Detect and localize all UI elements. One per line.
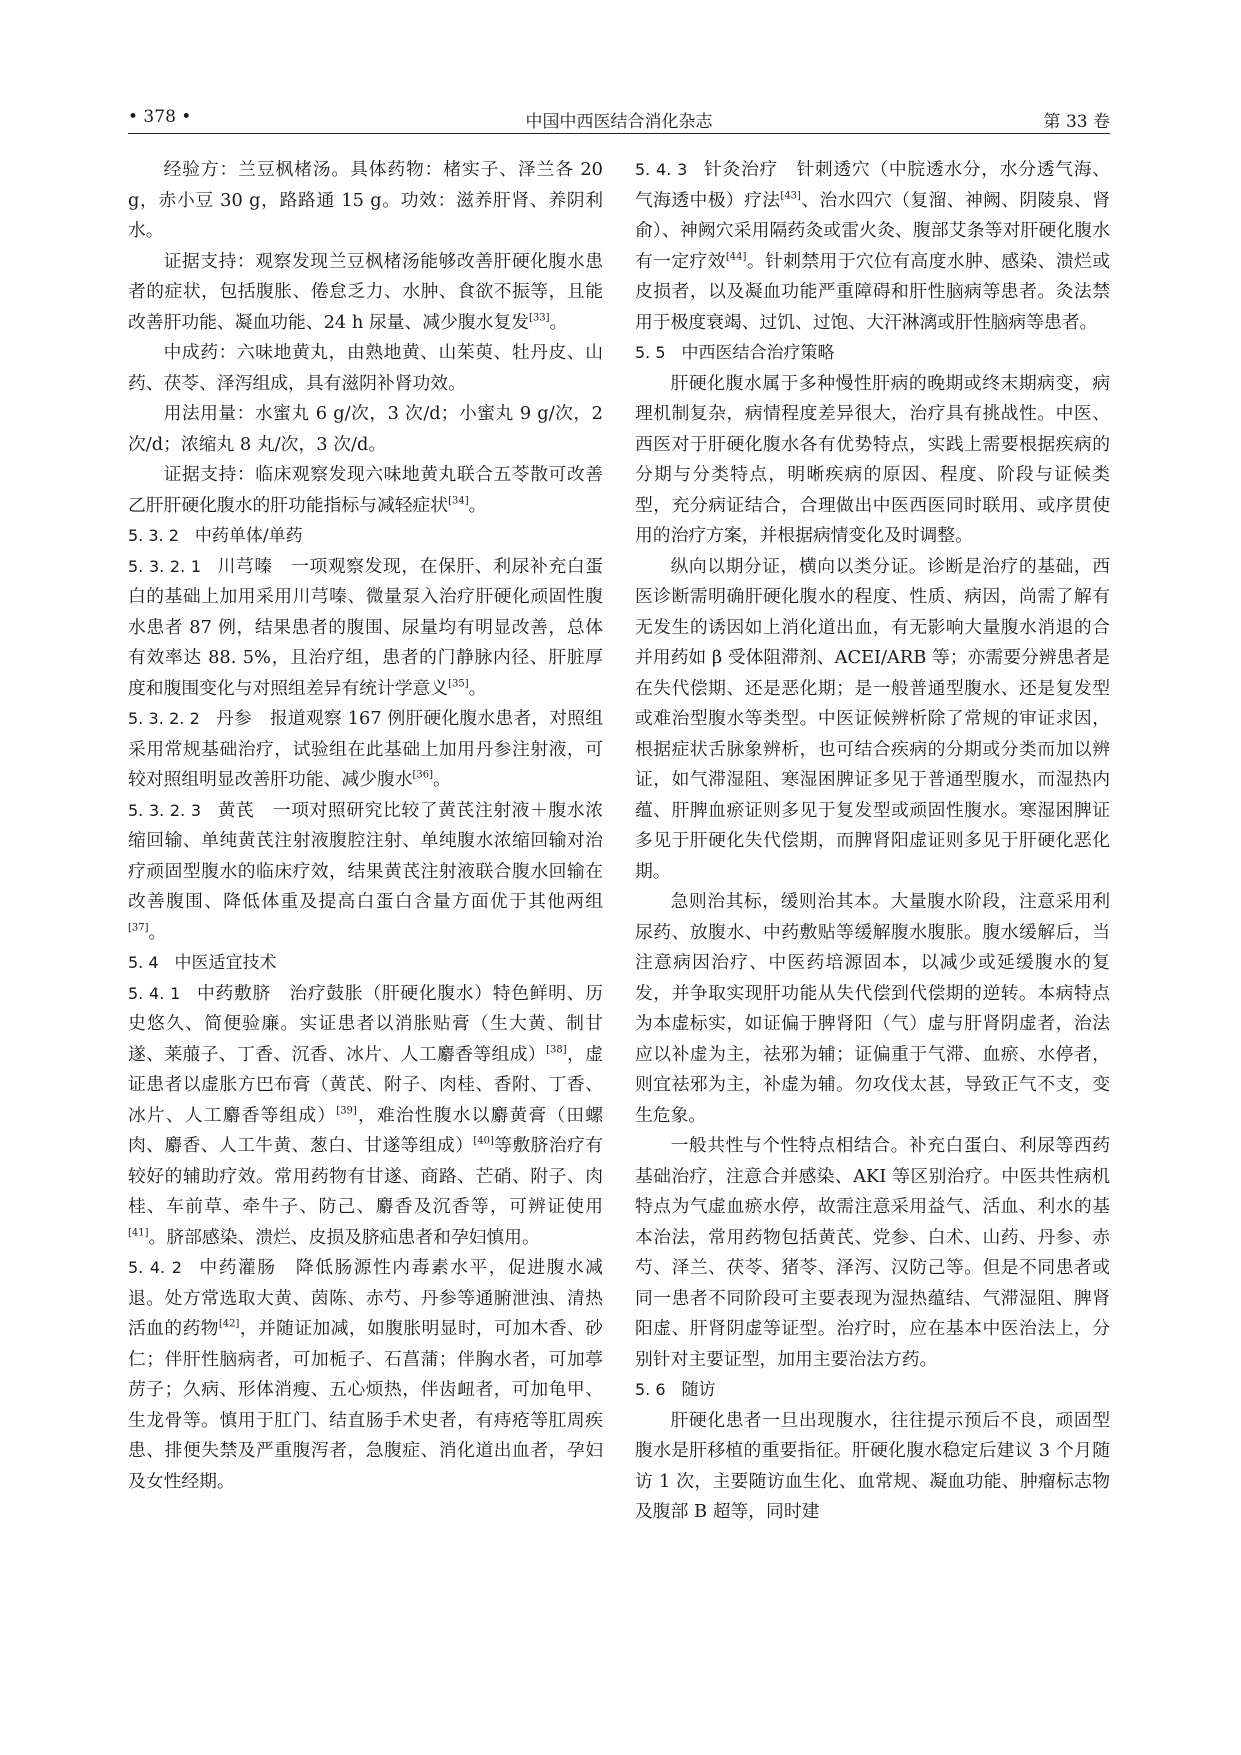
journal-title: 中国中西医结合消化杂志	[525, 112, 713, 132]
body-text: 肝硬化腹水属于多种慢性肝病的晚期或终末期病变，病理机制复杂，病情程度差异很大，治疗具有挑战性。中医、西医对于肝硬化腹水各有优势特点，实践上需要根据疾病的分期与分类特点，明晰疾病的原因、程度、阶段与证候类型，充分病证结合，合理做出中医西医同时联用、或序贯使用的治疗方案，并根据病情变化及时调整。	[635, 372, 1110, 546]
body-text: 。	[468, 677, 487, 699]
section-title: 随访	[681, 1380, 716, 1400]
section-title: 中药灌肠	[197, 1257, 295, 1278]
volume-label: 第 33 卷	[1043, 112, 1110, 132]
body-text: 纵向以期分证，横向以类分证。诊断是治疗的基础，西医诊断需明确肝硬化腹水的程度、性质、病因，尚需了解有无发生的诱因如上消化道出血，有无影响大量腹水消退的合并用药如 β 受体阻滞剂、ACEI/ARB 等；亦需要分辨患者是在失代偿期、还是恶化期；是一般普通型腹水、还是复发型或难治型腹水等类型。中医证候辨析除了常规的审证求因，根据症状舌脉象辨析，也可结合疾病的分期或分类而加以辨证，如气滞湿阻、寒湿困脾证多见于普通型腹水，而湿热内蕴、肝脾血瘀证则多见于复发型或顽固性腹水。寒湿困脾证多见于肝硬化失代偿期，而脾肾阳虚证则多见于肝硬化恶化期。	[635, 555, 1110, 882]
running-header	[128, 107, 1110, 133]
body-text: 。	[549, 311, 568, 333]
section-number: 5. 5	[635, 343, 682, 362]
body-text: 治疗鼓胀（肝硬化腹水）特色鲜明、历史悠久、简便验廉。实证患者以消胀贴膏（生大黄、制甘遂、莱菔子、丁香、沉香、冰片、人工麝香等组成）	[128, 982, 603, 1065]
section-title: 针灸治疗	[703, 159, 796, 180]
citation-ref: [38]	[546, 1044, 567, 1055]
left-column	[128, 155, 603, 1497]
body-text: 。	[468, 494, 487, 516]
citation-ref: [43]	[780, 190, 801, 201]
paragraph	[635, 155, 1110, 338]
section-title: 中西医结合治疗策略	[681, 343, 835, 363]
section-heading	[128, 521, 603, 552]
body-text: 中成药：六味地黄丸，由熟地黄、山茱萸、牡丹皮、山药、茯苓、泽泻组成，具有滋阴补肾功效。	[128, 342, 603, 394]
body-text: 经验方：兰豆枫楮汤。具体药物：楮实子、泽兰各 20 g，赤小豆 30 g，路路通 15 g。功效：滋养肝肾、养阴利水。	[128, 159, 603, 241]
body-text: 。脐部感染、溃烂、皮损及脐疝患者和孕妇慎用。	[148, 1226, 540, 1248]
paragraph	[635, 1406, 1110, 1528]
paragraph	[635, 1131, 1110, 1375]
section-title: 川芎嗪	[217, 555, 291, 577]
body-text: 证据支持：观察发现兰豆枫楮汤能够改善肝硬化腹水患者的症状，包括腹胀、倦怠乏力、水肿、食欲不振等，且能改善肝功能、凝血功能、24 h 尿量、减少腹水复发	[128, 250, 603, 333]
body-text: 等敷脐治疗有较好的辅助疗效。常用药物有甘遂、商路、芒硝、附子、肉桂、车前草、牵牛子、防己、麝香及沉香等，可辨证使用	[128, 1135, 603, 1217]
paragraph	[635, 887, 1110, 1131]
paragraph	[128, 247, 603, 339]
body-text: 针刺透穴（中脘透水分，水分透气海、气海透中极）疗法	[635, 159, 1110, 211]
paragraph	[635, 552, 1110, 888]
section-number: 5. 3. 2	[128, 526, 195, 545]
body-text: 一项对照研究比较了黄芪注射液＋腹水浓缩回输、单纯黄芪注射液腹腔注射、单纯腹水浓缩回输对治疗顽固型腹水的临床疗效，结果黄芪注射液联合腹水回输在改善腹围、降低体重及提高白蛋白含量方面优于其他两组	[128, 799, 603, 912]
body-text: ，虚证患者以虚胀方巴布膏（黄芪、附子、肉桂、香附、丁香、冰片、人工麝香等组成）	[128, 1043, 603, 1126]
header-rule	[128, 133, 1110, 134]
section-title: 中药单体/单药	[194, 526, 303, 546]
paragraph	[128, 399, 603, 460]
citation-ref: [37]	[128, 922, 149, 933]
body-text: 。针刺禁用于穴位有高度水肿、感染、溃烂或皮损者，以及凝血功能严重障碍和肝性脑病等患者。灸法禁用于极度衰竭、过饥、过饱、大汗淋漓或肝性脑病等患者。	[635, 250, 1110, 333]
body-text: 。	[433, 769, 451, 790]
citation-ref: [36]	[412, 769, 434, 781]
body-text: 肝硬化患者一旦出现腹水，往往提示预后不良，顽固型腹水是肝移植的重要指征。肝硬化腹水稳定后建议 3 个月随访 1 次，主要随访血生化、血常规、凝血功能、肿瘤标志物及腹部 B 超等，同时建	[635, 1409, 1110, 1522]
body-text: 、治水四穴（复溜、神阙、阴陵泉、肾俞）、神阙穴采用隔药灸或雷火灸、腹部艾条等对肝硬化腹水有一定疗效	[635, 189, 1110, 272]
body-text: 。	[148, 921, 167, 943]
section-number: 5. 4. 2	[128, 1258, 198, 1277]
section-title: 丹参	[215, 708, 270, 729]
body-text: 一般共性与个性特点相结合。补充白蛋白、利尿等西药基础治疗，注意合并感染、AKI 等区别治疗。中医共性病机特点为气虚血瘀水停，故需注意采用益气、活血、利水的基本治法，常用药物包括黄芪、党参、白术、山药、丹参、赤芍、泽兰、茯苓、猪苓、泽泻、汉防己等。但是不同患者或同一患者不同阶段可主要表现为湿热蕴结、气滞湿阻、脾肾阳虚、肝肾阴虚等证型。治疗时，应在基本中医治法上，分别针对主要证型，加用主要治法方药。	[635, 1135, 1110, 1370]
section-number: 5. 4. 3	[635, 160, 704, 179]
section-heading	[635, 1375, 1110, 1406]
section-number: 5. 6	[635, 1380, 682, 1399]
section-title: 黄芪	[217, 799, 273, 821]
body-text: 证据支持：临床观察发现六味地黄丸联合五苓散可改善乙肝肝硬化腹水的肝功能指标与减轻症状	[128, 464, 603, 516]
body-text: 报道观察 167 例肝硬化腹水患者，对照组采用常规基础治疗，试验组在此基础上加用丹参注射液，可较对照组明显改善肝功能、减少腹水	[128, 708, 604, 790]
body-text: ，并随证加减，如腹胀明显时，可加木香、砂仁；伴肝性脑病者，可加栀子、石菖蒲；伴胸水者，可加葶苈子；久病、形体消瘦、五心烦热，伴齿衄者，可加龟甲、生龙骨等。慎用于肛门、结直肠手术史者，有痔疮等肛周疾患、排便失禁及严重腹泻者，急腹症、消化道出血者，孕妇及女性经期。	[128, 1318, 603, 1492]
section-title: 中药敷脐	[196, 982, 289, 1004]
section-title: 中医适宜技术	[174, 953, 277, 973]
paragraph	[128, 338, 603, 399]
body-text: 急则治其标，缓则治其本。大量腹水阶段，注意采用利尿药、放腹水、中药敷贴等缓解腹水腹胀。腹水缓解后，当注意病因治疗、中医药培源固本，以减少或延缓腹水的复发，并争取实现肝功能从失代偿到代偿期的逆转。本病特点为本虚标实，如证偏于脾肾阳（气）虚与肝肾阴虚者，治法应以补虚为主，祛邪为辅；证偏重于气滞、血瘀、水停者，则宜祛邪为主，补虚为辅。勿攻伐太甚，导致正气不支，变生危象。	[635, 891, 1110, 1126]
paragraph	[128, 460, 603, 521]
citation-ref: [44]	[725, 251, 747, 262]
page-number: • 378 •	[128, 107, 192, 127]
section-number: 5. 4	[128, 953, 175, 972]
body-text: 一项观察发现，在保肝、利尿补充白蛋白的基础上加用采用川芎嗪、微量泵入治疗肝硬化顽固性腹水患者 87 例，结果患者的腹围、尿量均有明显改善，总体有效率达 88. 5%，且治疗组，患者的门静脉内径、肝脏厚度和腹围变化与对照组差异有统计学意义	[128, 555, 603, 699]
citation-ref: [39]	[336, 1105, 357, 1116]
section-number: 5. 4. 1	[128, 983, 197, 1003]
paragraph	[128, 552, 603, 705]
body-text: 降低肠源性内毒素水平，促进腹水减退。处方常选取大黄、茵陈、赤芍、丹参等通腑泄浊、清热活血的药物	[128, 1257, 603, 1339]
paragraph	[635, 369, 1110, 552]
section-number: 5. 3. 2. 2	[128, 709, 216, 728]
body-text: 用法用量：水蜜丸 6 g/次，3 次/d；小蜜丸 9 g/次，2 次/d；浓缩丸 8 丸/次，3 次/d。	[128, 403, 603, 455]
paragraph	[128, 796, 603, 949]
paragraph	[128, 704, 603, 796]
section-number: 5. 3. 2. 3	[128, 800, 218, 820]
citation-ref: [34]	[448, 495, 469, 506]
section-number: 5. 3. 2. 1	[128, 556, 218, 576]
body-text: ，难治性腹水以麝黄膏（田螺肉、麝香、人工牛黄、葱白、甘遂等组成）	[128, 1104, 603, 1156]
right-column	[635, 155, 1110, 1528]
citation-ref: [33]	[529, 312, 550, 323]
citation-ref: [41]	[128, 1227, 149, 1238]
section-heading	[128, 948, 603, 979]
paragraph	[128, 155, 603, 247]
citation-ref: [40]	[473, 1135, 494, 1147]
section-heading	[635, 338, 1110, 369]
citation-ref: [35]	[448, 678, 469, 689]
paragraph	[128, 979, 603, 1254]
paragraph	[128, 1253, 603, 1497]
citation-ref: [42]	[218, 1318, 240, 1330]
